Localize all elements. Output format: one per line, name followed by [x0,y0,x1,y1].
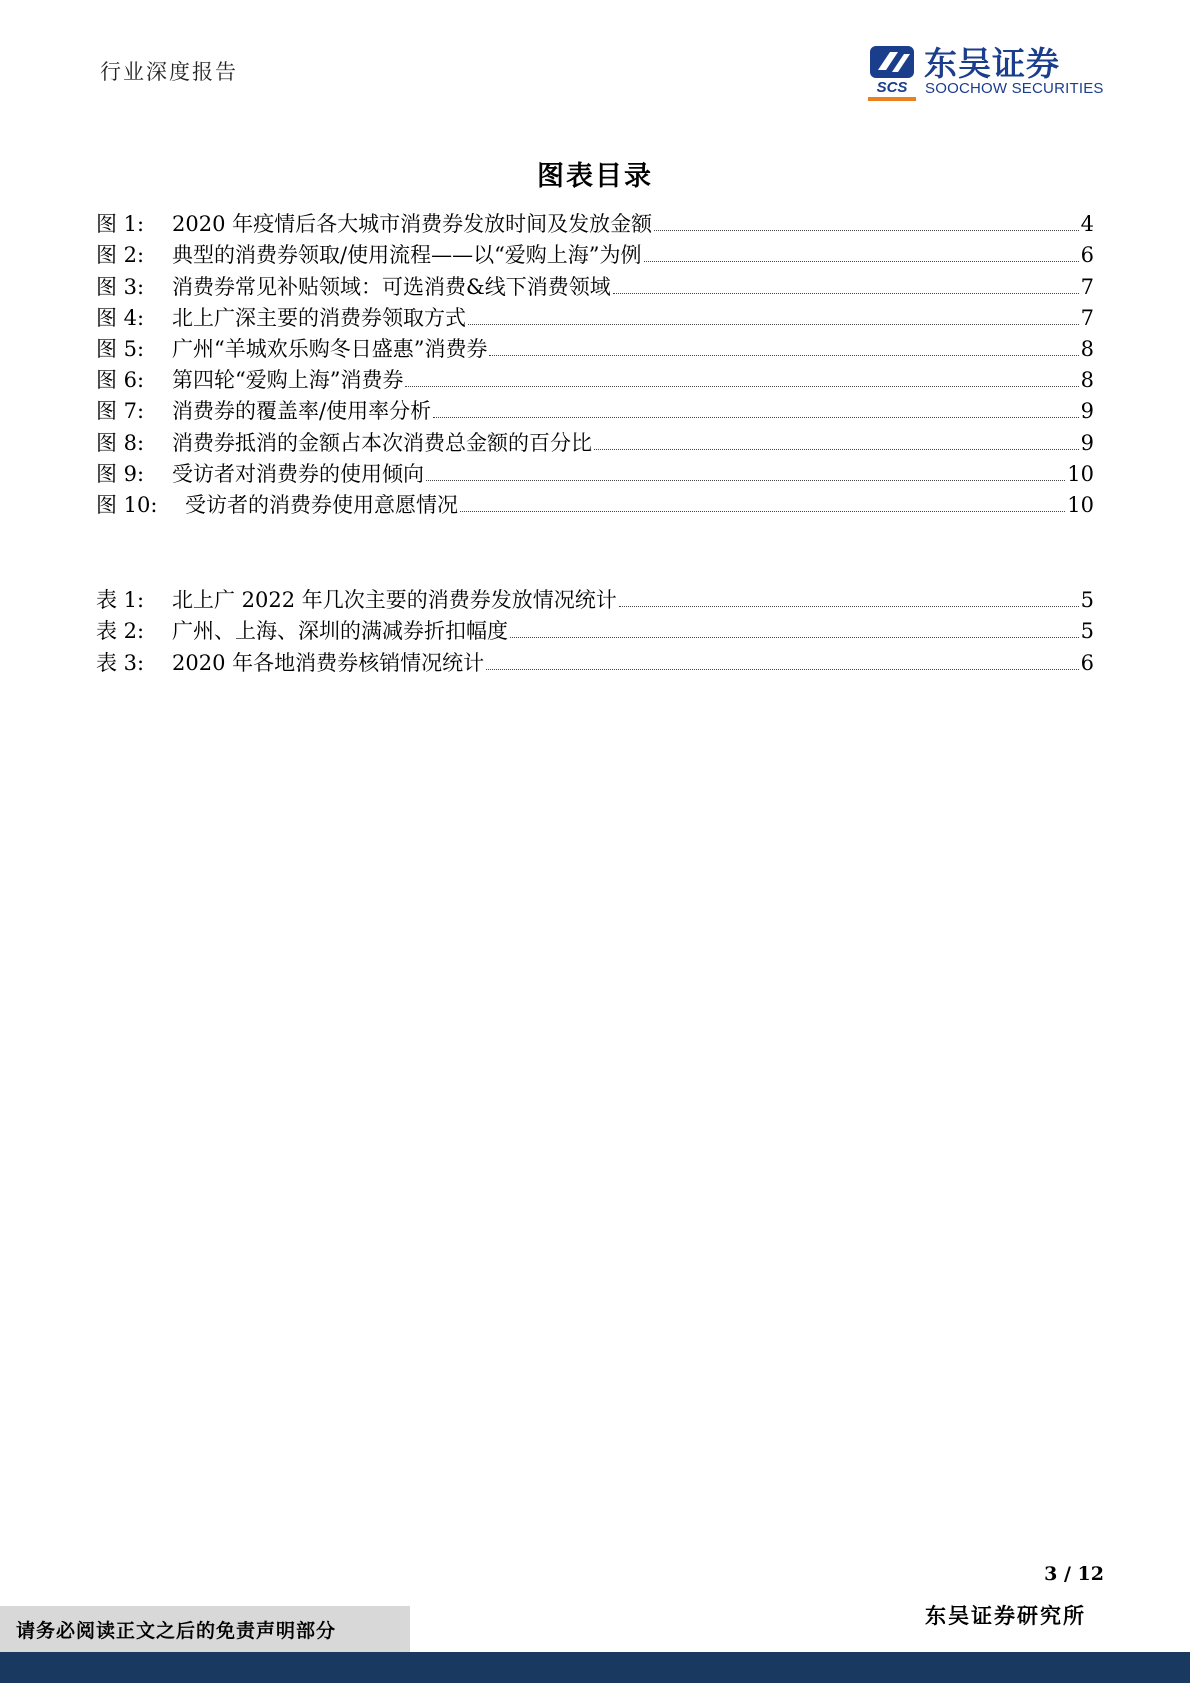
toc-entry-page: 9 [1080,399,1094,424]
toc-entry[interactable] [96,268,1094,299]
dot-leader [489,355,1078,356]
toc-entry-page: 10 [1067,461,1094,486]
toc-entry[interactable] [96,582,1094,613]
toc-entry-title: 北上广 2022 年几次主要的消费券发放情况统计 [172,588,617,613]
disclaimer-box [0,1606,410,1652]
toc-entry-title: 广州、上海、深圳的满减券折扣幅度 [172,619,508,644]
dot-leader [486,669,1079,670]
dot-leader [613,293,1079,294]
toc-entry[interactable] [96,487,1094,518]
toc-entry-title: 消费券的覆盖率/使用率分析 [172,399,432,424]
toc-entry-title: 广州“羊城欢乐购冬日盛惠”消费券 [172,336,488,361]
toc-entry-title: 消费券常见补贴领域：可选消费&线下消费领域 [172,274,611,299]
dot-leader [644,261,1079,262]
toc-entry-label: 表 1: [96,588,145,613]
toc-entry-title: 受访者的消费券使用意愿情况 [185,492,458,517]
toc-entry-label: 图 8: [96,430,145,455]
page-number: 3 / 12 [1044,1563,1104,1585]
toc-entry-label: 图 5: [96,336,145,361]
dot-leader [426,480,1065,481]
toc-entry-page: 7 [1080,305,1094,330]
dot-leader [460,511,1065,512]
toc-entry-page: 8 [1080,336,1094,361]
dot-leader [405,386,1078,387]
dot-leader [619,606,1079,607]
toc-entry[interactable] [96,424,1094,455]
toc-title: 图表目录 [537,161,653,192]
toc-entry-page: 5 [1080,588,1094,613]
toc-entry-title: 2020 年各地消费券核销情况统计 [172,650,485,675]
toc-entry-title: 2020 年疫情后各大城市消费券发放时间及发放金额 [172,212,653,237]
logo-name-en: SOOCHOW SECURITIES [925,80,1104,97]
table-list [96,582,1094,676]
toc-entry[interactable] [96,206,1094,237]
logo-accent-bar [868,97,916,101]
disclaimer-text: 请务必阅读正文之后的免责声明部分 [16,1620,337,1642]
company-logo [868,44,1104,100]
toc-entry-page: 10 [1067,492,1094,517]
dot-leader [468,324,1079,325]
toc-entry[interactable] [96,300,1094,331]
toc-entry-label: 图 10: [96,492,158,517]
toc-entry[interactable] [96,613,1094,644]
toc-entry[interactable] [96,362,1094,393]
toc-entry-page: 6 [1080,243,1094,268]
toc-entry-title: 第四轮“爱购上海”消费券 [172,368,404,393]
toc-entry[interactable] [96,237,1094,268]
toc-entry-title: 典型的消费券领取/使用流程——以“爱购上海”为例 [172,243,642,268]
logo-abbr: SCS [876,79,908,96]
toc-entry-page: 8 [1080,368,1094,393]
toc-entry-page: 9 [1080,430,1094,455]
toc-entry-title: 北上广深主要的消费券领取方式 [172,305,466,330]
footer-band [0,1652,1190,1683]
toc-entry-page: 7 [1080,274,1094,299]
dot-leader [594,449,1079,450]
toc-entry-label: 图 1: [96,212,145,237]
dot-leader [654,230,1079,231]
toc-entry[interactable] [96,456,1094,487]
toc-entry[interactable] [96,331,1094,362]
toc-entry-label: 图 6: [96,368,145,393]
logo-mark-icon [868,44,916,80]
toc-entry-label: 表 2: [96,619,145,644]
toc-entry-label: 图 3: [96,274,145,299]
toc-entry-label: 图 4: [96,305,145,330]
toc-entry-page: 6 [1080,650,1094,675]
toc-entry-title: 受访者对消费券的使用倾向 [172,461,424,486]
toc-entry-page: 5 [1080,619,1094,644]
dot-leader [433,417,1079,418]
toc-entry[interactable] [96,393,1094,424]
toc-entry-page: 4 [1080,212,1094,237]
toc-entry[interactable] [96,644,1094,675]
dot-leader [510,637,1079,638]
report-type-label: 行业深度报告 [100,60,238,84]
figure-list [96,206,1094,518]
toc-entry-label: 图 9: [96,461,145,486]
toc-entry-title: 消费券抵消的金额占本次消费总金额的百分比 [172,430,592,455]
toc-entry-label: 图 7: [96,399,145,424]
toc-entry-label: 表 3: [96,650,145,675]
toc-entry-label: 图 2: [96,243,145,268]
logo-name-cn: 东吴证券 [924,44,1060,83]
institute-name: 东吴证券研究所 [925,1603,1086,1628]
